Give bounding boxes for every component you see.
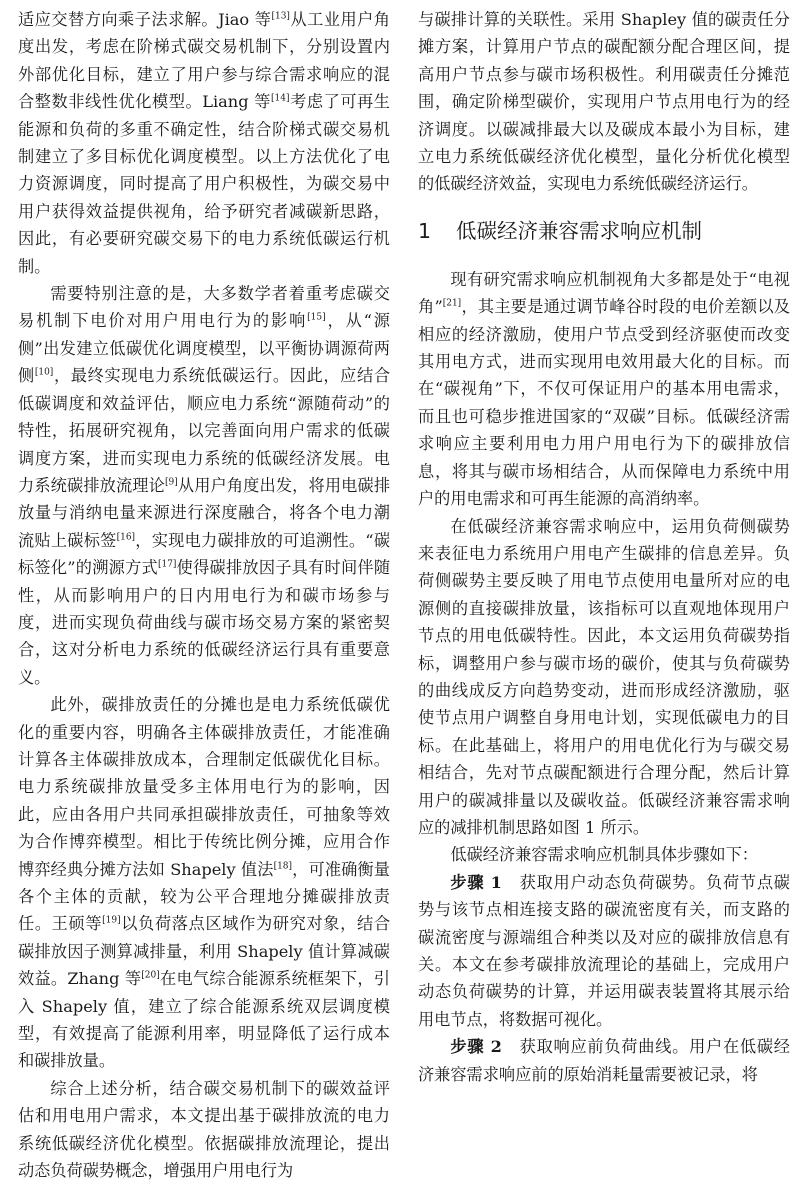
citation-ref: [16] bbox=[116, 532, 136, 543]
paragraph bbox=[418, 6, 790, 198]
text-run: 从用户角度出发，将用电碳排放量与消纳电量来源进行深度融合，将各个电力潮流贴上碳标签 bbox=[18, 475, 391, 550]
text-run: ，从“源侧”出发建立低碳优化调度模型，以平衡协调源荷两侧 bbox=[18, 311, 390, 386]
citation-ref: [21] bbox=[442, 298, 462, 309]
text-run: 获取响应前负荷曲线。用户在低碳经济兼容需求响应前的原始消耗量需要被记录，将 bbox=[418, 1037, 790, 1084]
paragraph bbox=[18, 691, 390, 1075]
citation-ref: [10] bbox=[34, 367, 54, 378]
citation-ref: [14] bbox=[271, 93, 290, 104]
citation-ref: [19] bbox=[102, 916, 121, 927]
paragraph bbox=[18, 280, 390, 691]
text-run: 综合上述分析，结合碳交易机制下的碳效益评估和用电用户需求，本文提出基于碳排放流的电力系统低碳经济优化模型。依据碳排放流理论，提出动态负荷碳势概念，增强用户用电行为 bbox=[18, 1078, 390, 1181]
paragraph bbox=[418, 869, 790, 1033]
step-label: 步骤 1 bbox=[450, 872, 502, 892]
text-run: ，可准确衡量各个主体的贡献，较为公平合理地分摊碳排放责任。王硕等 bbox=[18, 859, 390, 934]
text-run: 与碳排计算的关联性。采用 Shapley 值的碳责任分摊方案，计算用户节点的碳配额分配合理区间，提高用户节点参与碳市场积极性。利用碳责任分摊范围，确定阶梯型碳价，实现用户节点用电行为的经济调度。以碳减排最大以及碳成本最小为目标，建立电力系统低碳经济优化模型，量化分析优化模型的低碳经济效益，实现电力系统低碳经济运行。 bbox=[418, 10, 790, 194]
paragraph bbox=[418, 841, 790, 868]
section-heading bbox=[418, 216, 790, 246]
text-run: ，其主要是通过调节峰谷时段的电价差额以及相应的经济激励，使用户节点受到经济驱使而改变其用电方式，进而实现用电效用最大化的目标。而在“碳视角”下，不仅可保证用户的基本用电需求，而且也可稳步推进国家的“双碳”目标。低碳经济需求响应主要利用电力用户用电行为下的碳排放信息，将其与碳市场相结合，从而保障电力系统中用户的用电需求和可再生能源的高消纳率。 bbox=[418, 297, 790, 509]
paragraph bbox=[18, 1075, 390, 1184]
paragraph bbox=[418, 513, 790, 842]
text-run: 低碳经济兼容需求响应机制具体步骤如下： bbox=[450, 845, 758, 865]
paragraph bbox=[418, 266, 790, 513]
text-run: 在低碳经济兼容需求响应中，运用负荷侧碳势来表征电力系统用户用电产生碳排的信息差异。负荷侧碳势主要反映了用电节点使用电量所对应的电源侧的直接碳排放量，该指标可以直观地体现用户节点的用电低碳特性。因此，本文运用负荷碳势指标，调整用户参与碳市场的碳价，使其与负荷碳势的曲线成反方向趋势变动，进而形成经济激励，驱使节点用户调整自身用电计划，实现低碳电力的目标。在此基础上，将用户的用电优化行为与碳交易相结合，先对节点碳配额进行合理分配，然后计算用户的碳减排量以及碳收益。低碳经济兼容需求响应的减排机制思路如图 1 所示。 bbox=[418, 516, 790, 837]
paragraph bbox=[18, 6, 390, 280]
text-run: ，最终实现电力系统低碳运行。因此，应结合低碳调度和效益评估，顺应电力系统“源随荷动”的特性，拓展研究视角，以完善面向用户需求的低碳调度方案，进而实现电力系统的低碳经济发展。电力系统碳排放流理论 bbox=[18, 366, 391, 495]
text-run: 需要特别注意的是，大多数学者着重考虑碳交易机制下电价对用户用电行为的影响 bbox=[18, 284, 390, 331]
left-column bbox=[18, 6, 391, 1181]
right-column bbox=[418, 6, 790, 1121]
step-label: 步骤 2 bbox=[450, 1037, 502, 1057]
citation-ref: [15] bbox=[307, 313, 326, 324]
citation-ref: [20] bbox=[141, 970, 160, 981]
text-run: ，实现电力碳排放的可追溯性。“碳标签化”的溯源方式 bbox=[18, 530, 391, 578]
citation-ref: [17] bbox=[157, 559, 177, 570]
citation-ref: [9] bbox=[164, 477, 178, 488]
citation-ref: [18] bbox=[273, 861, 293, 872]
text-run: 以负荷落点区域作为研究对象，结合碳排放因子测算减排量，利用 Shapely 值计算减碳效益。Zhang 等 bbox=[18, 914, 391, 989]
section-number: 1 bbox=[418, 218, 432, 243]
text-run: 考虑了可再生能源和负荷的多重不确定性，结合阶梯式碳交易机制建立了多目标优化调度模型。以上方法优化了电力资源调度，同时提高了用户积极性，为碳交易中用户获得效益提供视角，给予研究者减碳新思路，因此，有必要研究碳交易下的电力系统低碳运行机制。 bbox=[18, 92, 390, 276]
text-run: 现有研究需求响应机制视角大多都是处于“电视角” bbox=[418, 269, 790, 317]
section-title: 低碳经济兼容需求响应机制 bbox=[456, 218, 702, 243]
text-run: 适应交替方向乘子法求解。Jiao 等 bbox=[18, 10, 272, 29]
text-run: 获取用户动态负荷碳势。负荷节点碳势与该节点相连接支路的碳流密度有关，而支路的碳流密度与源端组合种类以及对应的碳排放信息有关。本文在参考碳排放流理论的基础上，完成用户动态负荷碳势的计算，并运用碳表装置将其展示给用电节点，将数据可视化。 bbox=[418, 872, 790, 1029]
paragraph bbox=[418, 1033, 790, 1088]
text-run: 使得碳排放因子具有时间伴随性，从而影响用户的日内用电行为和碳市场参与度，进而实现负荷曲线与碳市场交易方案的紧密契合，这对分析电力系统的低碳经济运行具有重要意义。 bbox=[18, 558, 391, 687]
citation-ref: [13] bbox=[271, 11, 290, 22]
text-run: 此外，碳排放责任的分摊也是电力系统低碳优化的重要内容，明确各主体碳排放责任，才能准确计算各主体碳排放成本，合理制定低碳优化目标。电力系统碳排放量受多主体用电行为的影响，因此，应由各用户共同承担碳排放责任，可抽象等效为合作博弈模型。相比于传统比例分摊，应用合作博弈经典分摊方法如 Shapely 值法 bbox=[18, 695, 390, 879]
text-run: 在电气综合能源系统框架下，引入 Shapely 值，建立了综合能源系统双层调度模型，有效提高了能源利用率，明显降低了运行成本和碳排放量。 bbox=[18, 969, 390, 1071]
text-run: 从工业用户角度出发，考虑在阶梯式碳交易机制下，分别设置内外部优化目标，建立了用户参与综合需求响应的混合整数非线性优化模型。Liang 等 bbox=[18, 10, 390, 112]
